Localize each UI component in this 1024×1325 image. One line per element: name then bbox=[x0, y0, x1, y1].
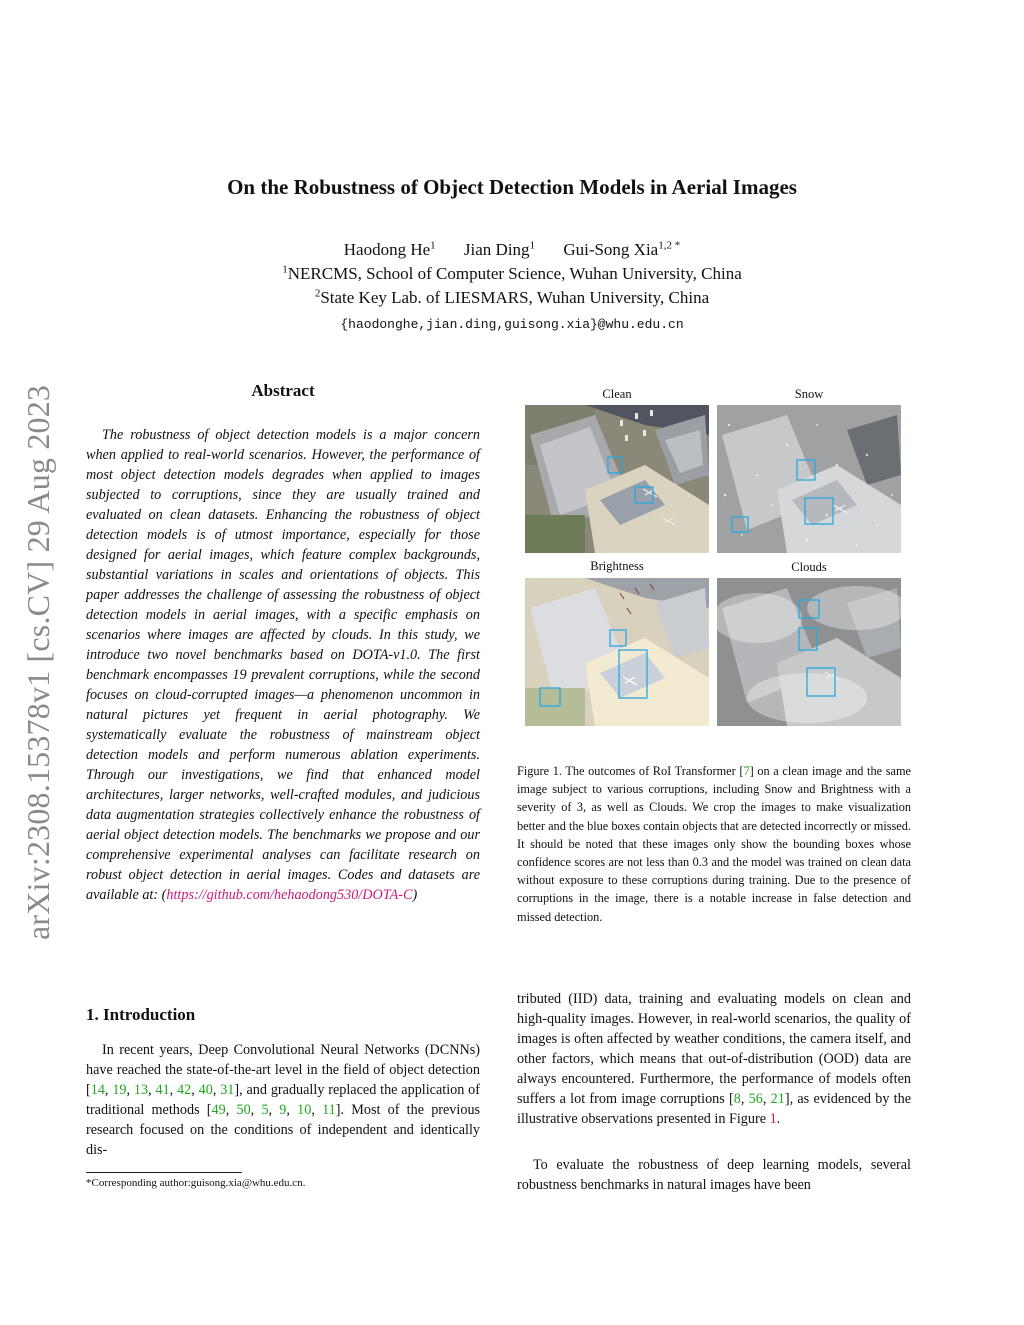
citation-list: 49, 50, 5, 9, 10, 11 bbox=[211, 1102, 336, 1118]
citation[interactable]: 56 bbox=[748, 1091, 763, 1107]
citation[interactable]: 42 bbox=[177, 1082, 192, 1098]
code-link[interactable]: https://github.com/hehaodong530/DOTA-C bbox=[166, 887, 413, 903]
figure-panel-label: Clean bbox=[602, 387, 632, 401]
citation[interactable]: 31 bbox=[220, 1082, 235, 1098]
affiliation: $^2$State Key Lab. of LIESMARS, Wuhan University, China bbox=[314, 287, 710, 307]
figure-panel-clean bbox=[525, 405, 709, 553]
figure-panel-clouds bbox=[717, 578, 901, 726]
figure-panel-snow bbox=[717, 405, 901, 553]
citation[interactable]: 8 bbox=[733, 1091, 741, 1107]
figure-panel-label: Brightness bbox=[590, 559, 644, 573]
citation[interactable]: 11 bbox=[322, 1102, 336, 1118]
figure-panel-label: Snow bbox=[794, 387, 824, 401]
citation-list: 14, 19, 13, 41, 42, 40, 31 bbox=[90, 1082, 235, 1098]
citation[interactable]: 13 bbox=[133, 1082, 149, 1098]
citation[interactable]: 7 bbox=[743, 764, 750, 778]
footnote: *Corresponding author:guisong.xia@whu.edu.cn. bbox=[86, 1177, 306, 1189]
citation[interactable]: 21 bbox=[770, 1091, 785, 1107]
figure-reference[interactable]: 1 bbox=[769, 1111, 777, 1127]
intro-paragraph-continued: tributed (IID) data, training and evaluating models on clean and high-quality images. However, in real-world scenarios, the quality of images is often affected by weather conditions, the camera itself, and other factors, which means that out-of-distribution (OOD) data are always encountered. Furthermore, the performance of models often suffers a lot from image corruptions [8, 56, 21], as evidenced by the illustrative observations presented in Figure 1. bbox=[517, 991, 912, 1127]
author: Gui-Song Xia$^{1,2 *}$ bbox=[563, 239, 681, 259]
author: Jian Ding$^1$ bbox=[463, 239, 536, 259]
figure-caption: Figure 1. The outcomes of RoI Transformer [7] on a clean image and the same image subject to various corruptions, including Snow and Brightness with a severity of 3, as well as Clouds. We crop the images to make visualization better and the blue boxes contain objects that are detected incorrectly or missed. It should be noted that these images only show the bounding boxes whose confidence scores are not less than 0.3 and the model was trained on clean data without exposure to these corruptions during training. Due to the presence of corruptions in the image, there is a notable increase in false detection and missed detection. bbox=[517, 764, 911, 924]
author-emails: {haodonghe,jian.ding,guisong.xia}@whu.edu.cn bbox=[340, 317, 684, 332]
footnote-rule bbox=[86, 1172, 242, 1173]
citation[interactable]: 40 bbox=[198, 1082, 213, 1098]
abstract-heading: Abstract bbox=[251, 381, 315, 400]
section-heading-introduction: 1. Introduction bbox=[86, 1005, 196, 1024]
figure-panel-label: Clouds bbox=[791, 560, 827, 574]
abstract-text: The robustness of object detection models is a major concern when applied to real-world scenarios. However, the performance of most object detection models degrades when applied to images subjected to corruptions, since they are usually trained and evaluated on clean datasets. Enhancing the robustness of object detection models is of utmost importance, especially for those designed for aerial images, which feature complex backgrounds, substantial variations in scales and orientations of objects. This paper addresses the challenge of assessing the robustness of object detection models in aerial images, with a specific emphasis on scenarios where images are affected by clouds. In this study, we introduce two novel benchmarks based on DOTA-v1.0. The first benchmark encompasses 19 prevalent corruptions, while the second focuses on cloud-corrupted images—a phenomenon uncommon in natural pictures yet frequent in aerial photography. We systematically evaluate the robustness of mainstream object detection models and perform numerous ablation experiments. Through our investigations, we find that enhanced model architectures, larger networks, well-crafted modules, and judicious data augmentation strategies collectively enhance the robustness of aerial object detection models. The benchmarks we propose and our comprehensive experimental analyses can facilitate research on robust object detection in aerial images. Codes and datasets are available at: (https://github.com/hehaodong530/DOTA-C) bbox=[86, 427, 480, 903]
intro-paragraph: To evaluate the robustness of deep learning models, several robustness benchmarks in natural images have been bbox=[517, 1157, 911, 1193]
citation-list: 8, 56, 21 bbox=[733, 1091, 785, 1107]
paper-title: On the Robustness of Object Detection Models in Aerial Images bbox=[227, 175, 797, 199]
arxiv-stamp: arXiv:2308.15378v1 [cs.CV] 29 Aug 2023 bbox=[20, 384, 56, 940]
citation[interactable]: 10 bbox=[297, 1102, 312, 1118]
citation[interactable]: 19 bbox=[112, 1082, 127, 1098]
citation[interactable]: 41 bbox=[155, 1082, 170, 1098]
figure-panel-brightness bbox=[525, 578, 709, 726]
citation[interactable]: 14 bbox=[90, 1082, 105, 1098]
author-list bbox=[0, 240, 1024, 260]
citation[interactable]: 49 bbox=[211, 1102, 226, 1118]
citation[interactable]: 50 bbox=[236, 1102, 251, 1118]
affiliation: $^1$NERCMS, School of Computer Science, Wuhan University, China bbox=[282, 263, 742, 283]
citation[interactable]: 5 bbox=[261, 1102, 269, 1118]
author: Haodong He$^1$ bbox=[343, 239, 436, 259]
citation[interactable]: 9 bbox=[279, 1102, 287, 1118]
intro-paragraph: In recent years, Deep Convolutional Neural Networks (DCNNs) have reached the state-of-the-art level in the field of object detection [14, 19, 13, 41, 42, 40, 31], and gradually replaced the application of traditional methods [49, 50, 5, 9, 10, 11]. Most of the previous research focused on the conditions of independent and identically dis- bbox=[86, 1042, 481, 1158]
